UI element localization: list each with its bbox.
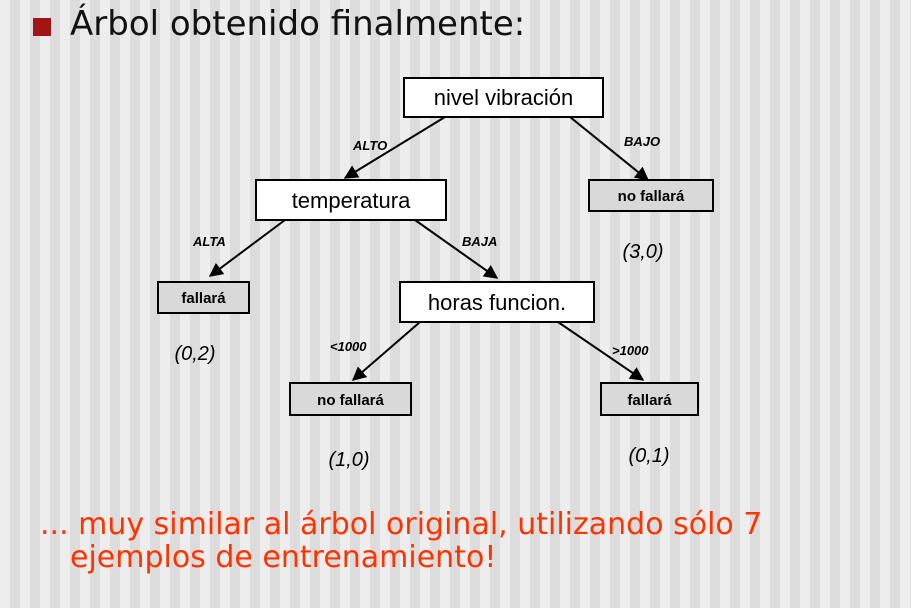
edge-label-alto: ALTO: [353, 138, 388, 153]
node-temperatura-label: temperatura: [291, 188, 411, 213]
leaf-no-fallara-top-label: no fallará: [617, 188, 685, 205]
footer-note: [40, 508, 900, 574]
leaf-no-fallara-bottom-label: no fallará: [317, 392, 384, 409]
leaf-fallara-left-label: fallará: [181, 290, 226, 307]
edge-label-gt1000: >1000: [612, 343, 649, 358]
node-horas-funcion: [400, 282, 594, 322]
count-no-fallara-top: (3,0): [622, 241, 664, 263]
node-nivel-vibracion-label: nivel vibración: [433, 85, 574, 110]
leaf-no-fallara-bottom: [290, 383, 411, 415]
node-temperatura: [256, 180, 446, 220]
count-fallara-right: (0,1): [628, 445, 670, 467]
footer-line-2: ejemplos de entrenamiento!: [70, 540, 497, 575]
edge-label-bajo: BAJO: [624, 134, 661, 149]
edge-label-alta: ALTA: [193, 234, 226, 249]
edge-label-baja: BAJA: [462, 234, 498, 249]
leaf-fallara-left: [158, 282, 249, 313]
count-fallara-left: (0,2): [174, 343, 216, 365]
count-no-fallara-bottom: (1,0): [328, 449, 370, 471]
slide-heading: Árbol obtenido finalmente:: [70, 4, 526, 44]
footer-line-1: ... muy similar al árbol original, utilizando sólo 7: [40, 507, 763, 542]
node-horas-funcion-label: horas funcion.: [427, 290, 567, 315]
edge-baja: [415, 220, 497, 278]
leaf-fallara-right: [601, 383, 698, 415]
edge-label-lt1000: <1000: [330, 339, 367, 354]
leaf-fallara-right-label: fallará: [627, 392, 672, 409]
leaf-no-fallara-top: [589, 180, 713, 211]
node-nivel-vibracion: [404, 78, 603, 117]
